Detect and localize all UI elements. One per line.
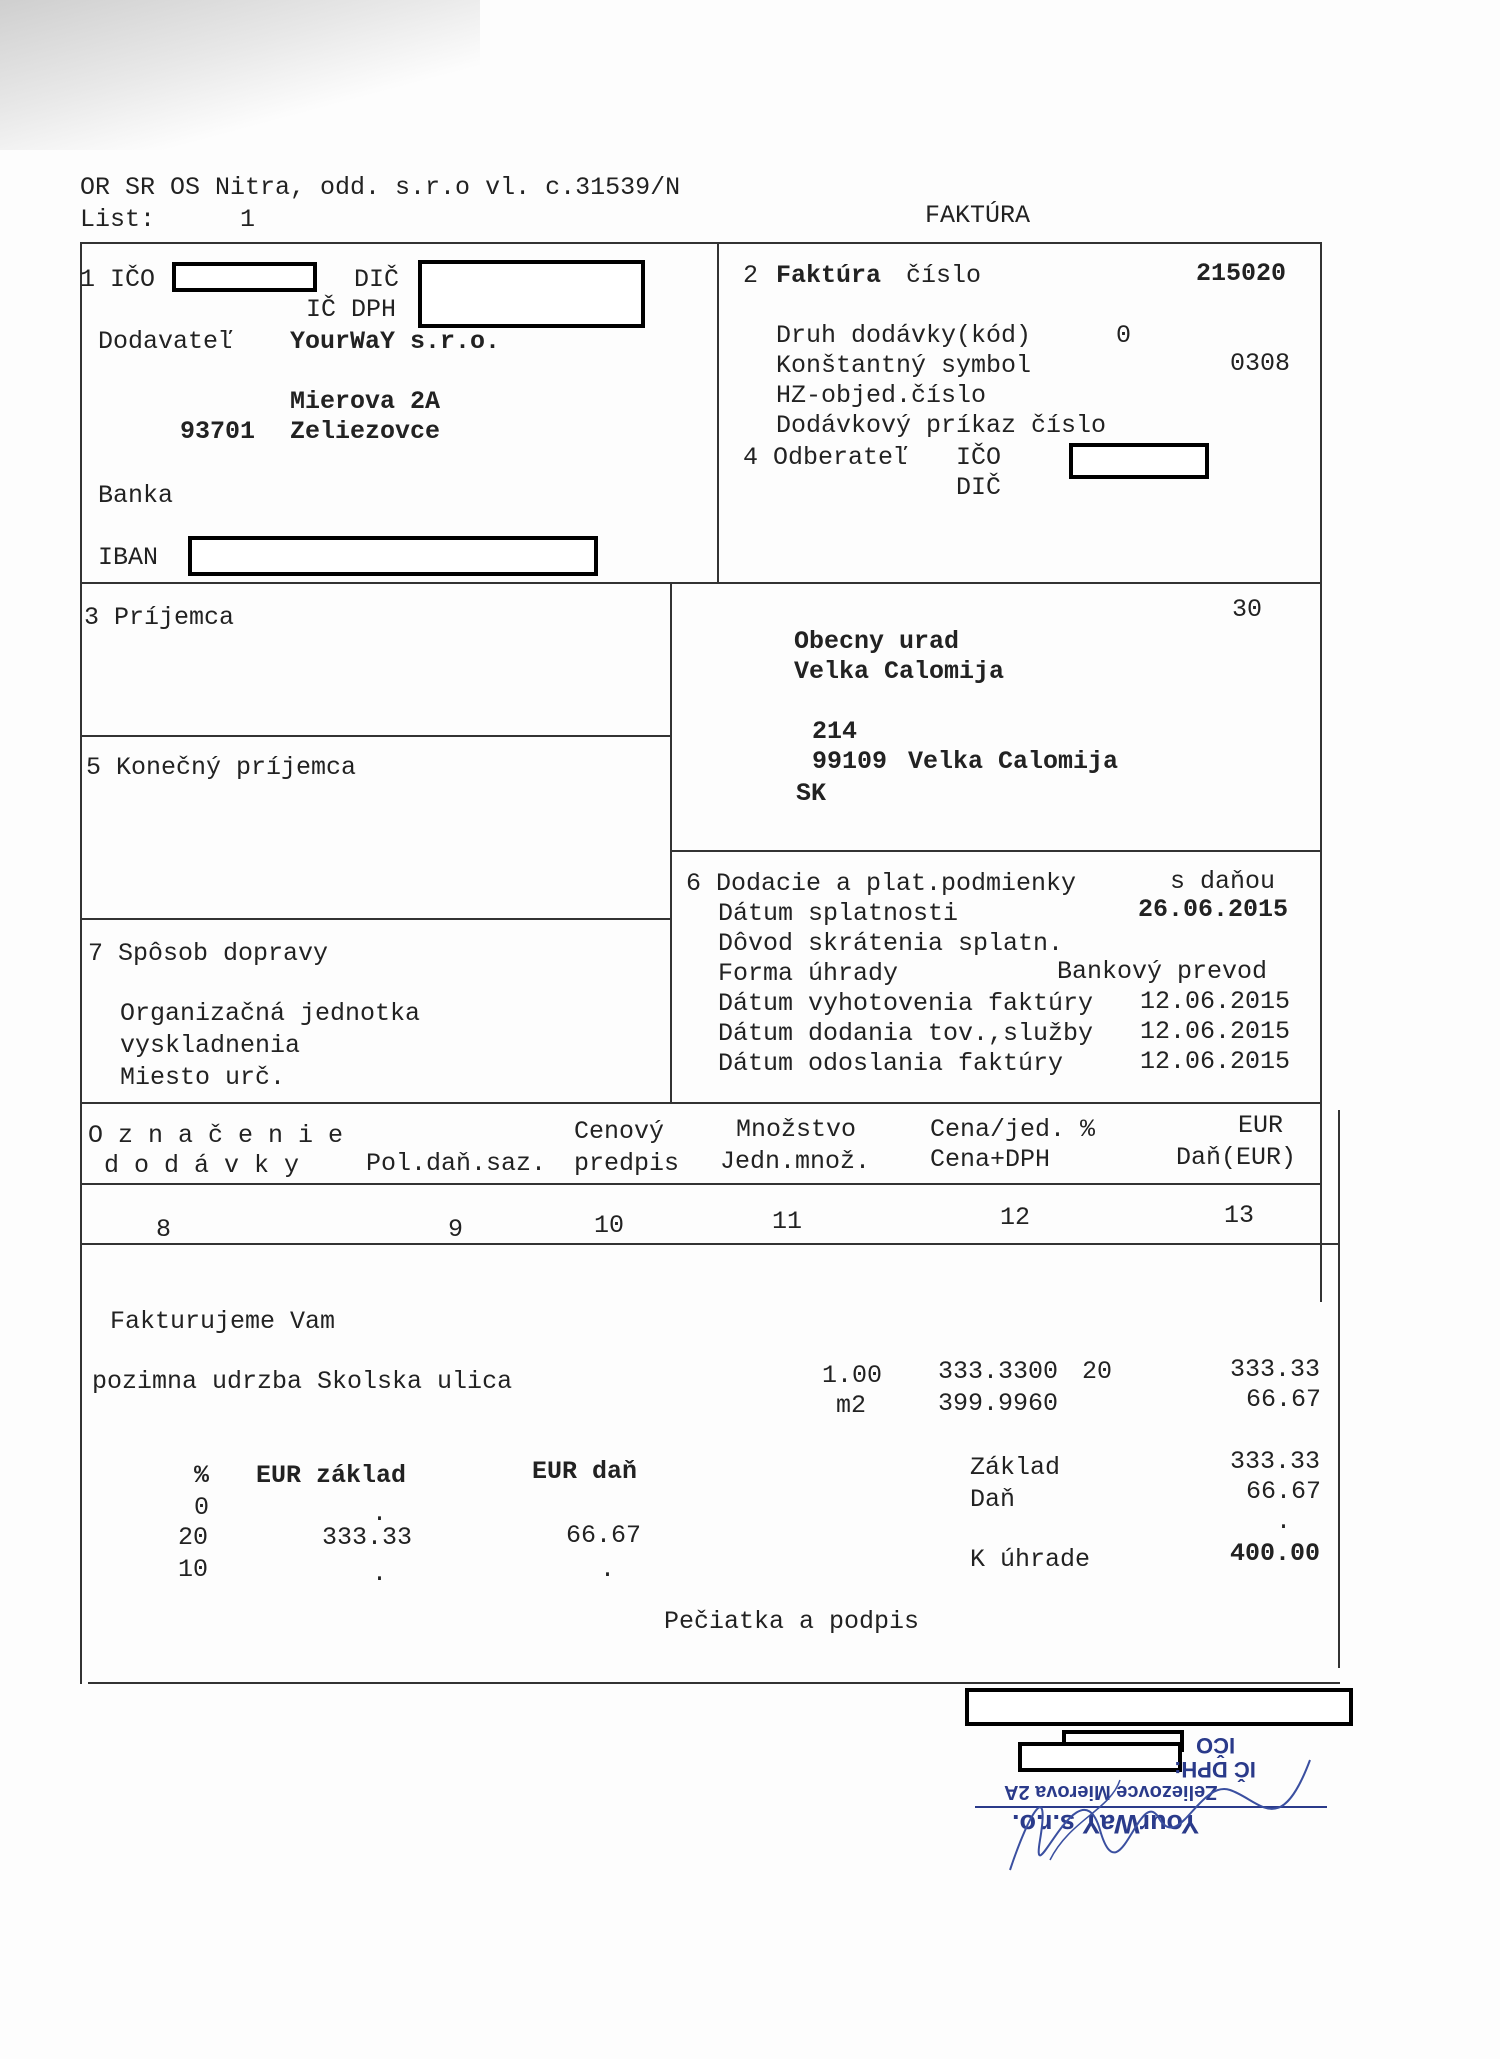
item-vat: 66.67 [1246,1385,1322,1414]
item-unit: m2 [836,1391,867,1420]
summary-pct-header: % [194,1461,210,1490]
total-dan-label: Daň [970,1485,1016,1514]
recipient-name1: Obecny urad [794,627,960,656]
col-dan-eur: Daň(EUR) [1176,1143,1297,1172]
frame-top [80,242,1322,244]
recipient-zip: 99109 [812,747,888,776]
odb-dic-label: DIČ [956,473,1002,502]
divider-recipient-box6 [672,850,1322,852]
vyhotovenia-label: Dátum vyhotovenia faktúry [718,989,1094,1018]
konecny-prijemca-label: 5 Konečný príjemca [86,753,357,782]
miesto-urc-label: Miesto urč. [120,1063,286,1092]
summary-dan-header: EUR daň [532,1457,638,1486]
supplier-city: Zeliezovce [290,417,441,446]
divider-columns-mid [80,1183,1322,1185]
list-value: 1 [240,205,256,234]
prikaz-label: Dodávkový príkaz číslo [776,411,1107,440]
splatnost-value: 26.06.2015 [1138,895,1289,924]
col-num-9: 9 [448,1215,464,1244]
odb-ico-label: IČO [956,443,1002,472]
summary-zaklad-header: EUR základ [256,1461,407,1490]
redacted-iban [188,536,598,576]
org-jednotka-label: Organizačná jednotka [120,999,421,1028]
iban-label: IBAN [98,543,159,572]
hz-label: HZ-objed.číslo [776,381,987,410]
k-uhrade-value: 400.00 [1230,1539,1321,1568]
summary-row20-zaklad: 333.33 [322,1523,413,1552]
recipient-street: 214 [812,717,858,746]
total-zaklad-value: 333.33 [1230,1447,1321,1476]
supplier-zip: 93701 [180,417,256,446]
redacted-ico [172,262,317,292]
col-pol-dan: Pol.daň.saz. [366,1149,547,1178]
summary-row0-pct: 0 [194,1493,210,1522]
col-cena-jed: Cena/jed. % [930,1115,1096,1144]
item-vat-pct: 20 [1082,1357,1113,1386]
col-jedn-mnoz: Jedn.množ. [720,1147,871,1176]
sposob-dopravy-label: 7 Spôsob dopravy [88,939,329,968]
col-eur: EUR [1238,1111,1284,1140]
recipient-name2: Velka Calomija [794,657,1005,686]
frame-bottom [88,1682,1340,1684]
invoice-number: 215020 [1196,259,1287,288]
prijemca-label: 3 Príjemca [84,603,235,632]
stamp-icdph: IČ DPH: [1174,1757,1256,1782]
banka-label: Banka [98,481,174,510]
col-mnozstvo: Množstvo [736,1115,857,1144]
total-dot: . [1276,1507,1292,1536]
konst-label: Konštantný symbol [776,351,1032,380]
odoslania-label: Dátum odoslania faktúry [718,1049,1064,1078]
cislo-word: číslo [906,261,982,290]
frame-left [80,242,82,1684]
vyskladnenia-label: vyskladnenia [120,1031,301,1060]
col-num-11: 11 [772,1207,803,1236]
col-cenovy: Cenový [574,1117,665,1146]
splatnost-label: Dátum splatnosti [718,899,959,928]
dodania-value: 12.06.2015 [1140,1017,1291,1046]
konst-value: 0308 [1230,349,1291,378]
supplier-street: Mierova 2A [290,387,441,416]
dodacie-podmienky-label: 6 Dodacie a plat.podmienky [686,869,1077,898]
dic-label: DIČ [354,265,400,294]
stamp-address: Zeliezovce Mierova 2A [1004,1781,1218,1803]
dodania-label: Dátum dodania tov.,služby [718,1019,1094,1048]
k-uhrade-label: K úhrade [970,1545,1091,1574]
dodavatel-name: YourWaY s.r.o. [290,327,501,356]
redacted-odb-ico [1069,443,1209,479]
item-unit-price-vat: 399.9960 [938,1389,1059,1418]
item-amount: 333.33 [1230,1355,1321,1384]
stamp-ico: IČO [1196,1733,1236,1758]
col-num-10: 10 [594,1211,625,1240]
col-num-8: 8 [156,1215,172,1244]
divider-columns-bottom [80,1243,1340,1245]
summary-row10-dan: . [600,1555,616,1584]
recipient-city: Velka Calomija [908,747,1119,776]
stamp-company: YourWaY s.r.o. [1012,1809,1200,1839]
summary-row0-zaklad: . [372,1499,388,1528]
summary-row20-pct: 20 [178,1523,209,1552]
col-cena-dph: Cena+DPH [930,1145,1051,1174]
summary-row10-pct: 10 [178,1555,209,1584]
item-unit-price: 333.3300 [938,1357,1059,1386]
divider-box5-box7 [80,918,672,920]
col-dodavky: d o d á v k y [104,1151,300,1180]
dovod-label: Dôvod skrátenia splatn. [718,929,1064,958]
dodavatel-label: Dodavateľ [98,327,234,356]
divider-middle [670,582,672,1102]
list-label: List: [80,205,156,234]
paper-fold-shadow [0,0,480,150]
faktura-word: Faktúra [776,261,882,290]
redacted-dic [418,260,645,328]
forma-value: Bankový prevod [1057,957,1268,986]
document-title: FAKTÚRA [925,201,1031,230]
col-oznacenie: O z n a č e n i e [88,1121,344,1150]
col-num-13: 13 [1224,1201,1255,1230]
druh-label: Druh dodávky(kód) [776,321,1032,350]
items-intro: Fakturujeme Vam [110,1307,336,1336]
druh-value: 0 [1116,321,1132,350]
total-dan-value: 66.67 [1246,1477,1322,1506]
forma-label: Forma úhrady [718,959,899,988]
summary-row20-dan: 66.67 [566,1521,642,1550]
signature-scribble [990,1720,1330,1890]
divider-box3-box5 [80,735,672,737]
divider-columns-top [80,1102,1322,1104]
summary-row10-zaklad: . [372,1559,388,1588]
frame-right-bottom [1338,1110,1340,1668]
recipient-country: SK [796,779,827,808]
odberatel-label: 4 Odberateľ [743,443,909,472]
peciatka-podpis-label: Pečiatka a podpis [664,1607,920,1636]
total-zaklad-label: Základ [970,1453,1061,1482]
odoslania-value: 12.06.2015 [1140,1047,1291,1076]
ico-label: 1 IČO [80,265,156,294]
item-description: pozimna udrzba Skolska ulica [92,1367,513,1396]
faktura-num-prefix: 2 [743,261,759,290]
divider-box1-box2 [717,242,719,582]
icdph-label: IČ DPH [306,295,397,324]
item-qty: 1.00 [822,1361,883,1390]
col-num-12: 12 [1000,1203,1031,1232]
vyhotovenia-value: 12.06.2015 [1140,987,1291,1016]
col-predpis: predpis [574,1149,680,1178]
frame-right-top [1320,242,1322,1302]
recipient-num: 30 [1232,595,1263,624]
s-danou-label: s daňou [1170,867,1276,896]
registry-text: OR SR OS Nitra, odd. s.r.o vl. c.31539/N [80,173,681,202]
divider-row1 [80,582,1320,584]
